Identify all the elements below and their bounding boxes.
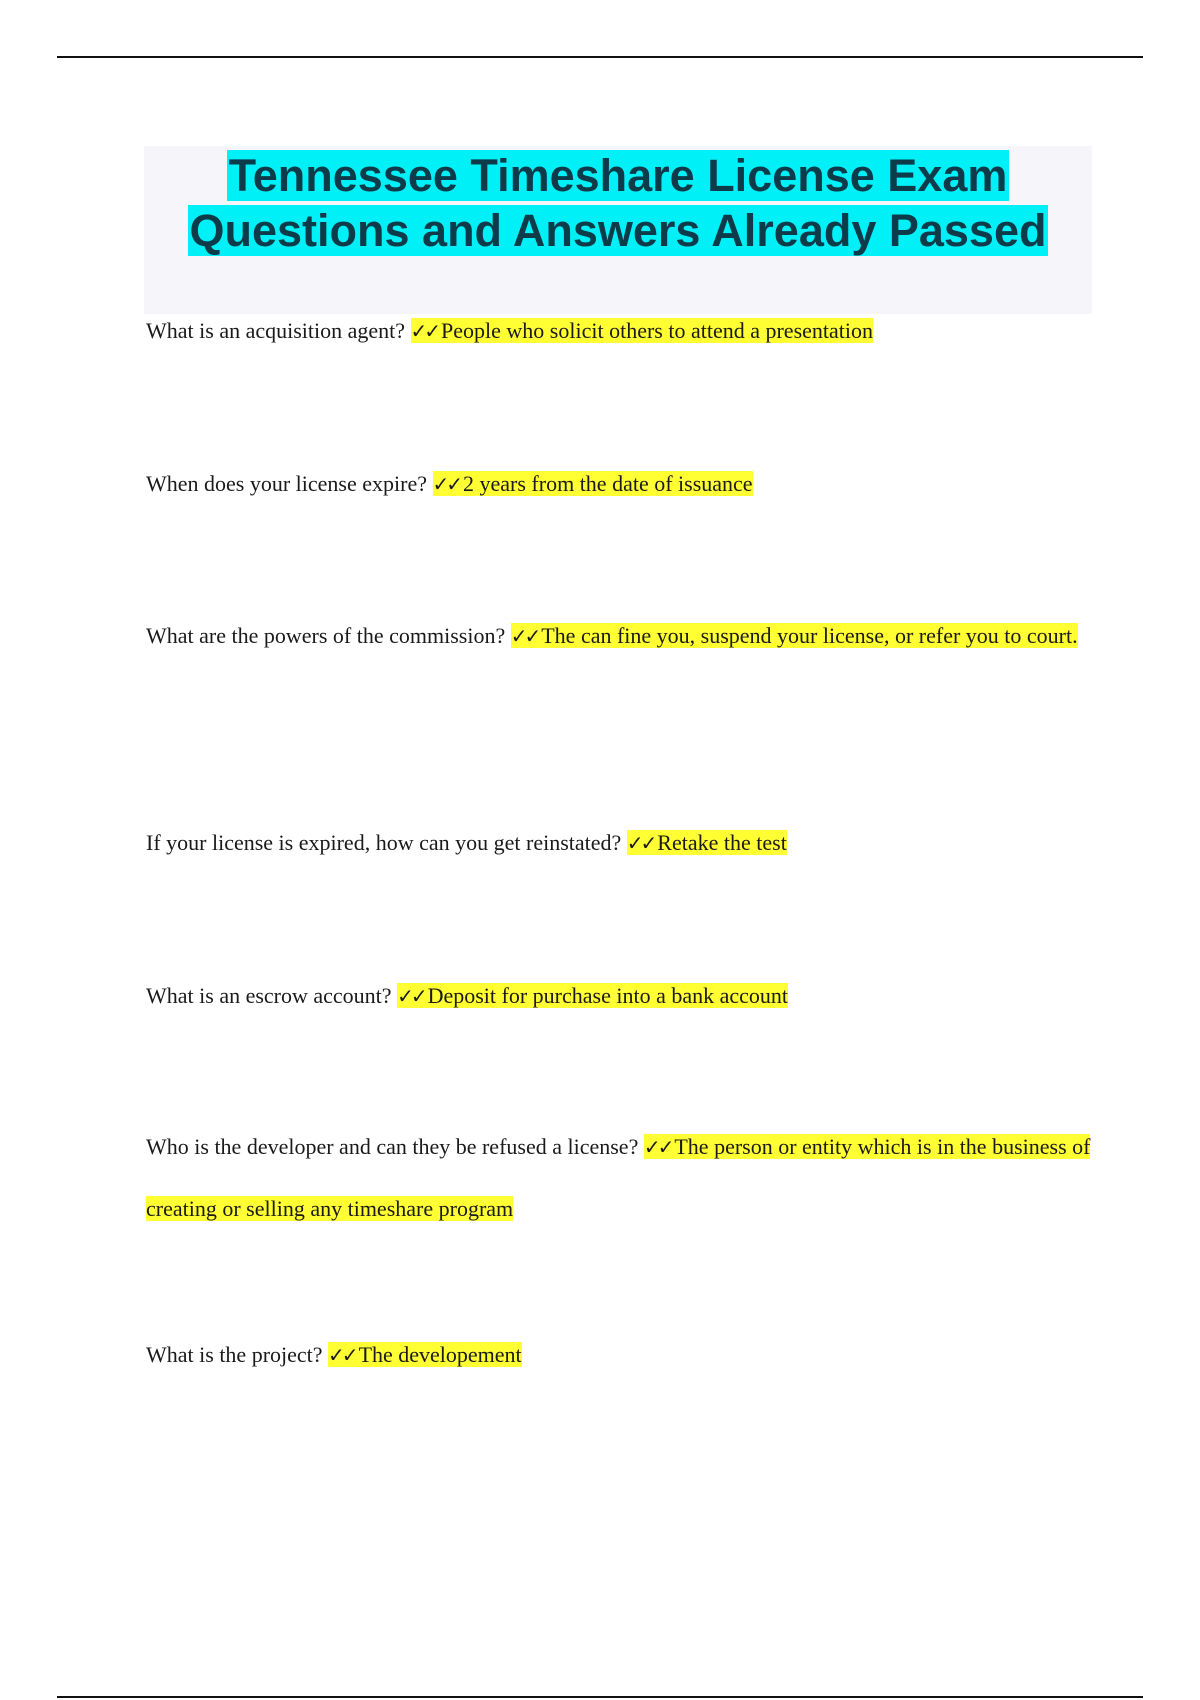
answer-highlight	[397, 983, 788, 1008]
answer-text: The developement	[358, 1342, 522, 1367]
qa-item-6	[146, 1116, 1096, 1239]
qa-item-1	[146, 300, 1096, 362]
double-check-icon: ✓✓	[397, 984, 425, 1008]
qa-item-7	[146, 1324, 1096, 1386]
qa-item-2	[146, 453, 1096, 515]
answer-text: Retake the test	[657, 830, 787, 855]
answer-highlight	[627, 830, 787, 855]
answer-text: People who solicit others to attend a presentation	[441, 318, 874, 343]
double-check-icon: ✓✓	[510, 624, 539, 648]
qa-item-4	[146, 812, 1096, 874]
double-check-icon: ✓✓	[328, 1343, 356, 1367]
answer-highlight	[328, 1342, 522, 1367]
qa-item-5	[146, 965, 1096, 1027]
answer-text: 2 years from the date of issuance	[463, 471, 753, 496]
double-check-icon: ✓✓	[643, 1135, 672, 1159]
question-text: Who is the developer and can they be refused a license?	[146, 1134, 639, 1159]
question-text: If your license is expired, how can you get reinstated?	[146, 830, 622, 855]
question-text: What is the project?	[146, 1342, 323, 1367]
top-rule	[57, 56, 1143, 58]
answer-text: The can fine you, suspend your license, or refer you to court.	[541, 623, 1078, 648]
answer-text: The person or entity which is in the business of creating or selling any timeshare program	[146, 1134, 1091, 1221]
title-line-2: Questions and Answers Already Passed	[189, 205, 1047, 256]
title-banner	[144, 146, 1092, 314]
qa-item-3	[146, 605, 1096, 667]
double-check-icon: ✓✓	[626, 831, 655, 855]
answer-highlight	[511, 623, 1078, 648]
bottom-rule	[57, 1696, 1143, 1698]
title-line-1: Tennessee Timeshare License Exam	[228, 150, 1008, 201]
question-text: What is an escrow account?	[146, 983, 392, 1008]
double-check-icon: ✓✓	[432, 472, 461, 496]
question-text: What are the powers of the commission?	[146, 623, 506, 648]
question-text: When does your license expire?	[146, 471, 427, 496]
question-text: What is an acquisition agent?	[146, 318, 406, 343]
double-check-icon: ✓✓	[410, 319, 439, 343]
answer-highlight	[433, 471, 753, 496]
document-title	[144, 148, 1092, 258]
answer-highlight	[411, 318, 873, 343]
answer-text: Deposit for purchase into a bank account	[427, 983, 789, 1008]
